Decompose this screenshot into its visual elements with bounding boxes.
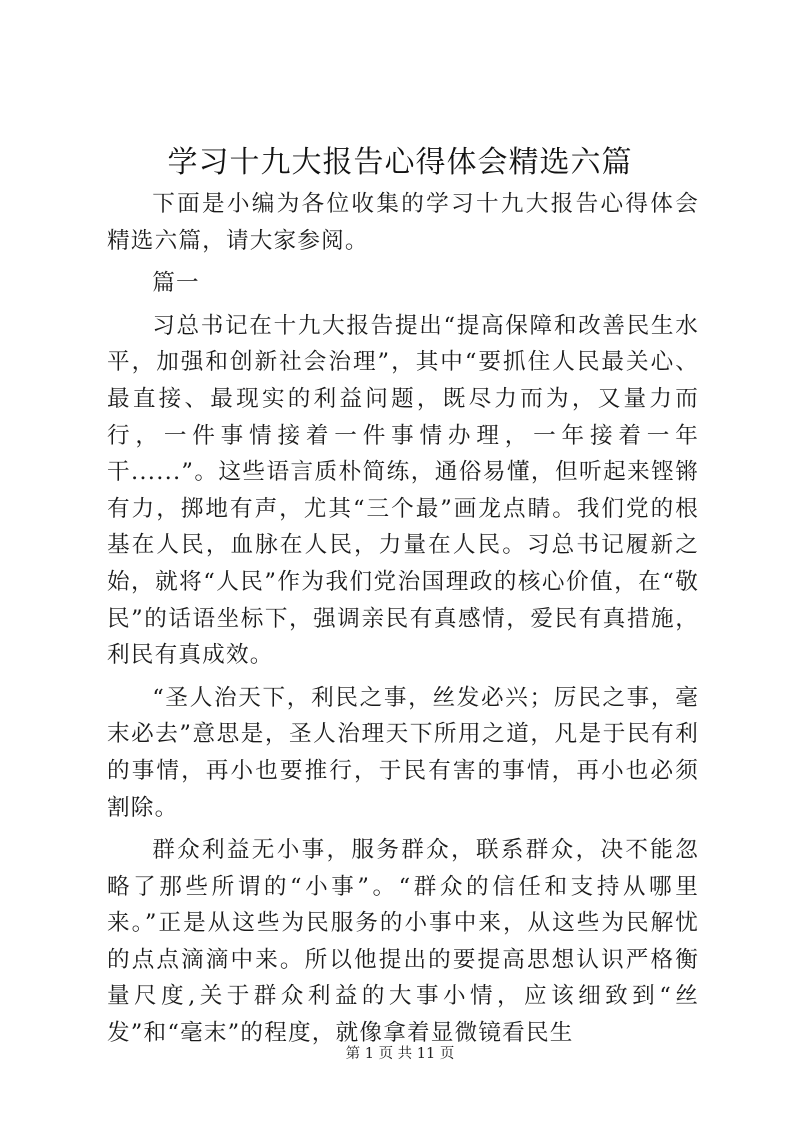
page-footer: 第 1 页 共 11 页 — [345, 1046, 455, 1062]
body-paragraph-3: 群众利益无小事，服务群众，联系群众，决不能忽略了那些所谓的“小事”。“群众的信任和支持从哪里来。”正是从这些为民服务的小事中来，从这些为民解忧的点点滴滴中来。所以他提出的要提高思想认识严格衡量尺度,关于群众利益的大事小情，应该细致到“丝发”和“毫末”的程度，就像拿着显微镜看民生 — [107, 837, 699, 1047]
document-title: 学习十九大报告心得体会精选六篇 — [167, 145, 633, 180]
intro-paragraph: 下面是小编为各位收集的学习十九大报告心得体会精选六篇，请大家参阅。 — [107, 191, 699, 254]
body-paragraph-2: “圣人治天下，利民之事，丝发必兴；厉民之事，毫末必去”意思是，圣人治理天下所用之道，凡是于民有利的事情，再小也要推行，于民有害的事情，再小也必须割除。 — [107, 684, 699, 821]
section-heading: 篇一 — [152, 270, 200, 297]
document-body — [107, 186, 699, 1052]
body-paragraph-1: 习总书记在十九大报告提出“提高保障和改善民生水平，加强和创新社会治理”，其中“要抓住人民最关心、最直接、最现实的利益问题，既尽力而为，又量力而行，一件事情接着一件事情办理，一年接着一年干......”。这些语言质朴简练，通俗易懂，但听起来铿锵有力，掷地有声，尤其“三个最”画龙点睛。我们党的根基在人民，血脉在人民，力量在人民。习总书记履新之始，就将“人民”作为我们党治国理政的核心价值，在“敬民”的话语坐标下，强调亲民有真感情，爱民有真措施，利民有真成效。 — [107, 312, 699, 669]
